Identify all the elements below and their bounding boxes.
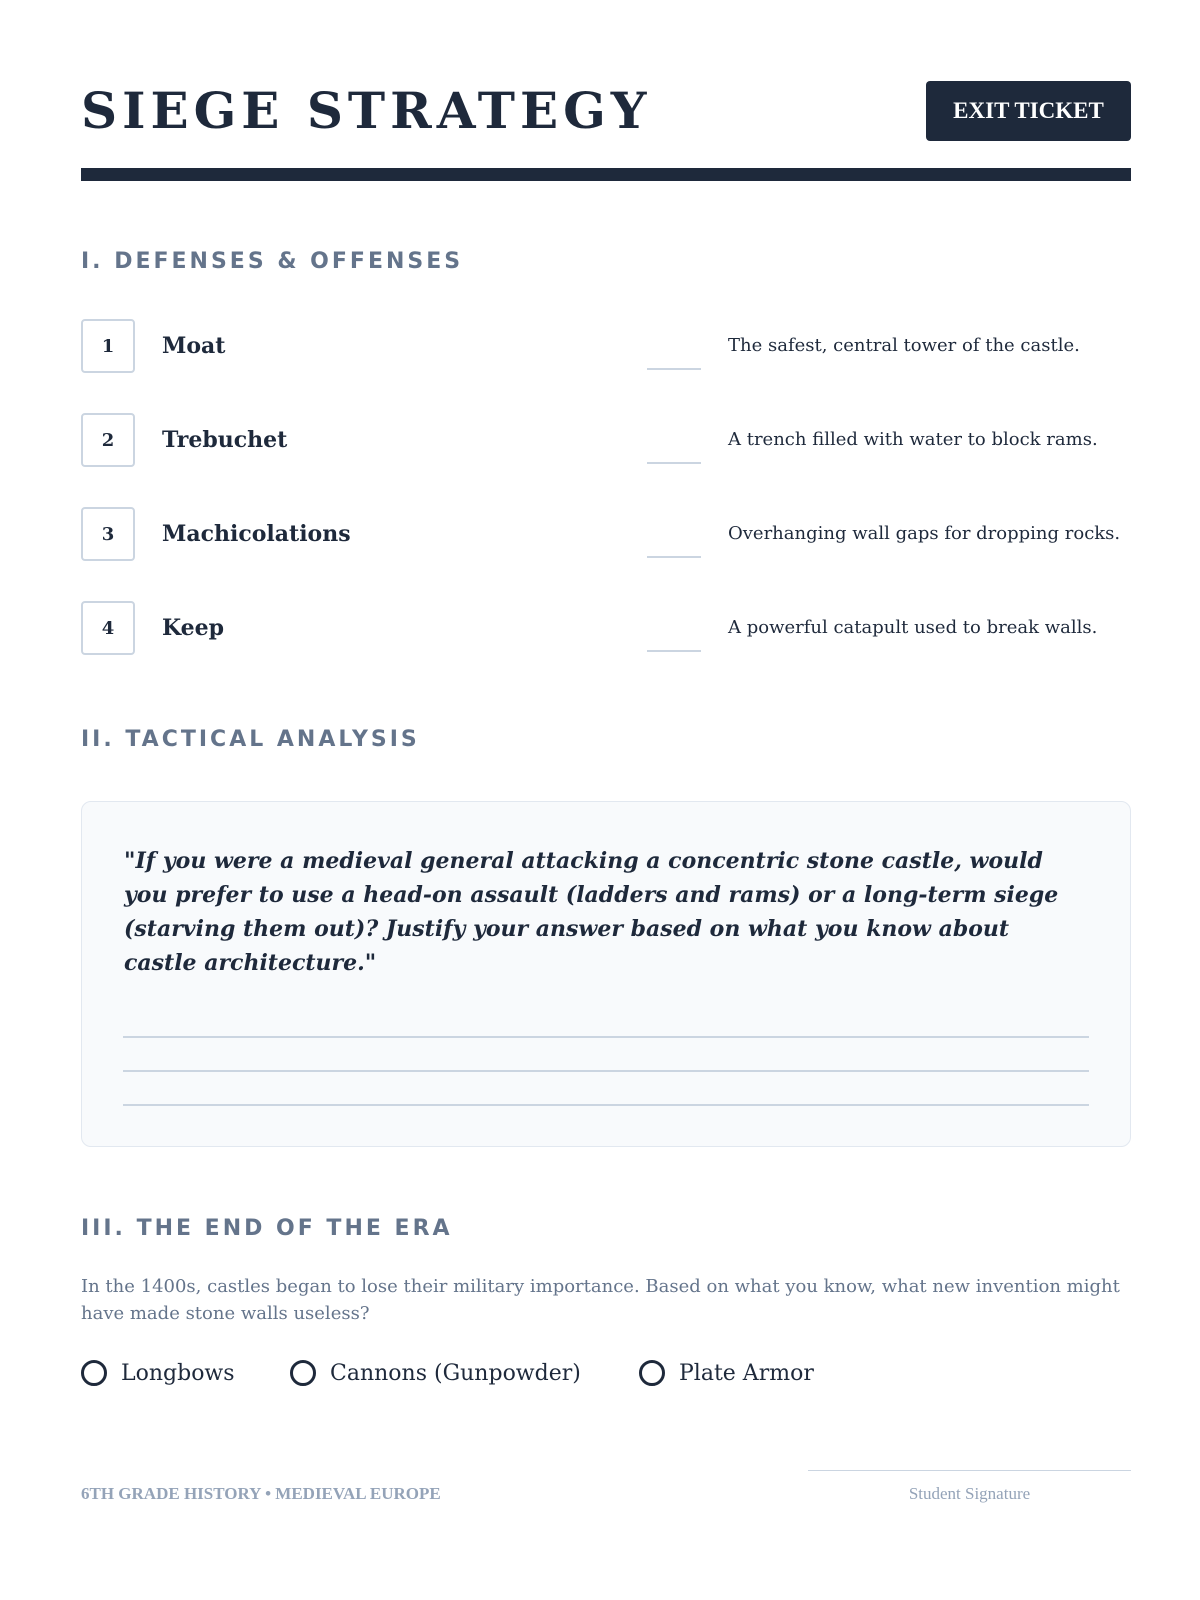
answer-blank[interactable] (647, 462, 701, 464)
tactical-analysis-box (81, 801, 1131, 1147)
item-number: 4 (81, 601, 135, 655)
match-row (81, 601, 1131, 655)
answer-line[interactable] (123, 1036, 1089, 1038)
option-label: Longbows (121, 1360, 235, 1386)
option-cannons[interactable] (290, 1358, 581, 1388)
multiple-choice-question: In the 1400s, castles began to lose their military importance. Based on what you know, what new invention might have made stone walls useless? (81, 1276, 1120, 1324)
match-row (81, 507, 1131, 561)
signature-line[interactable] (808, 1470, 1131, 1471)
radio-circle-icon[interactable] (639, 1360, 665, 1386)
answer-line[interactable] (123, 1070, 1089, 1072)
definition-text: A trench filled with water to block rams. (728, 428, 1098, 450)
course-label: 6TH GRADE HISTORY • MEDIEVAL EUROPE (81, 1484, 441, 1503)
signature-label: Student Signature (908, 1484, 1031, 1503)
term-label: Moat (162, 333, 226, 359)
item-number: 3 (81, 507, 135, 561)
answer-blank[interactable] (647, 368, 701, 370)
section-heading-defenses: I. DEFENSES & OFFENSES (81, 249, 464, 274)
definition-text: Overhanging wall gaps for dropping rocks. (728, 522, 1121, 544)
analysis-prompt: "If you were a medieval general attacking a concentric stone castle, would you prefer to use a head-on assault (ladders and rams) or a long-term siege (starving them out)? Justify your answer based on what you know about castle architecture." (124, 848, 1059, 976)
definition-text: The safest, central tower of the castle. (728, 334, 1080, 356)
worksheet-header (81, 80, 1131, 142)
item-number: 1 (81, 319, 135, 373)
option-plate-armor[interactable] (639, 1358, 814, 1388)
item-number: 2 (81, 413, 135, 467)
term-label: Trebuchet (162, 427, 288, 453)
radio-circle-icon[interactable] (81, 1360, 107, 1386)
term-label: Machicolations (162, 521, 351, 547)
answer-blank[interactable] (647, 650, 701, 652)
page-title: SIEGE STRATEGY (81, 81, 652, 140)
section-heading-tactical: II. TACTICAL ANALYSIS (81, 727, 420, 752)
term-label: Keep (162, 615, 225, 641)
option-label: Cannons (Gunpowder) (330, 1360, 581, 1386)
radio-circle-icon[interactable] (290, 1360, 316, 1386)
answer-blank[interactable] (647, 556, 701, 558)
section-heading-end-of-era: III. THE END OF THE ERA (81, 1216, 453, 1241)
option-label: Plate Armor (679, 1360, 814, 1386)
header-divider (81, 168, 1131, 181)
exit-ticket-badge: EXIT TICKET (926, 81, 1131, 141)
option-longbows[interactable] (81, 1358, 235, 1388)
match-row (81, 413, 1131, 467)
match-row (81, 319, 1131, 373)
definition-text: A powerful catapult used to break walls. (728, 616, 1098, 638)
answer-line[interactable] (123, 1104, 1089, 1106)
